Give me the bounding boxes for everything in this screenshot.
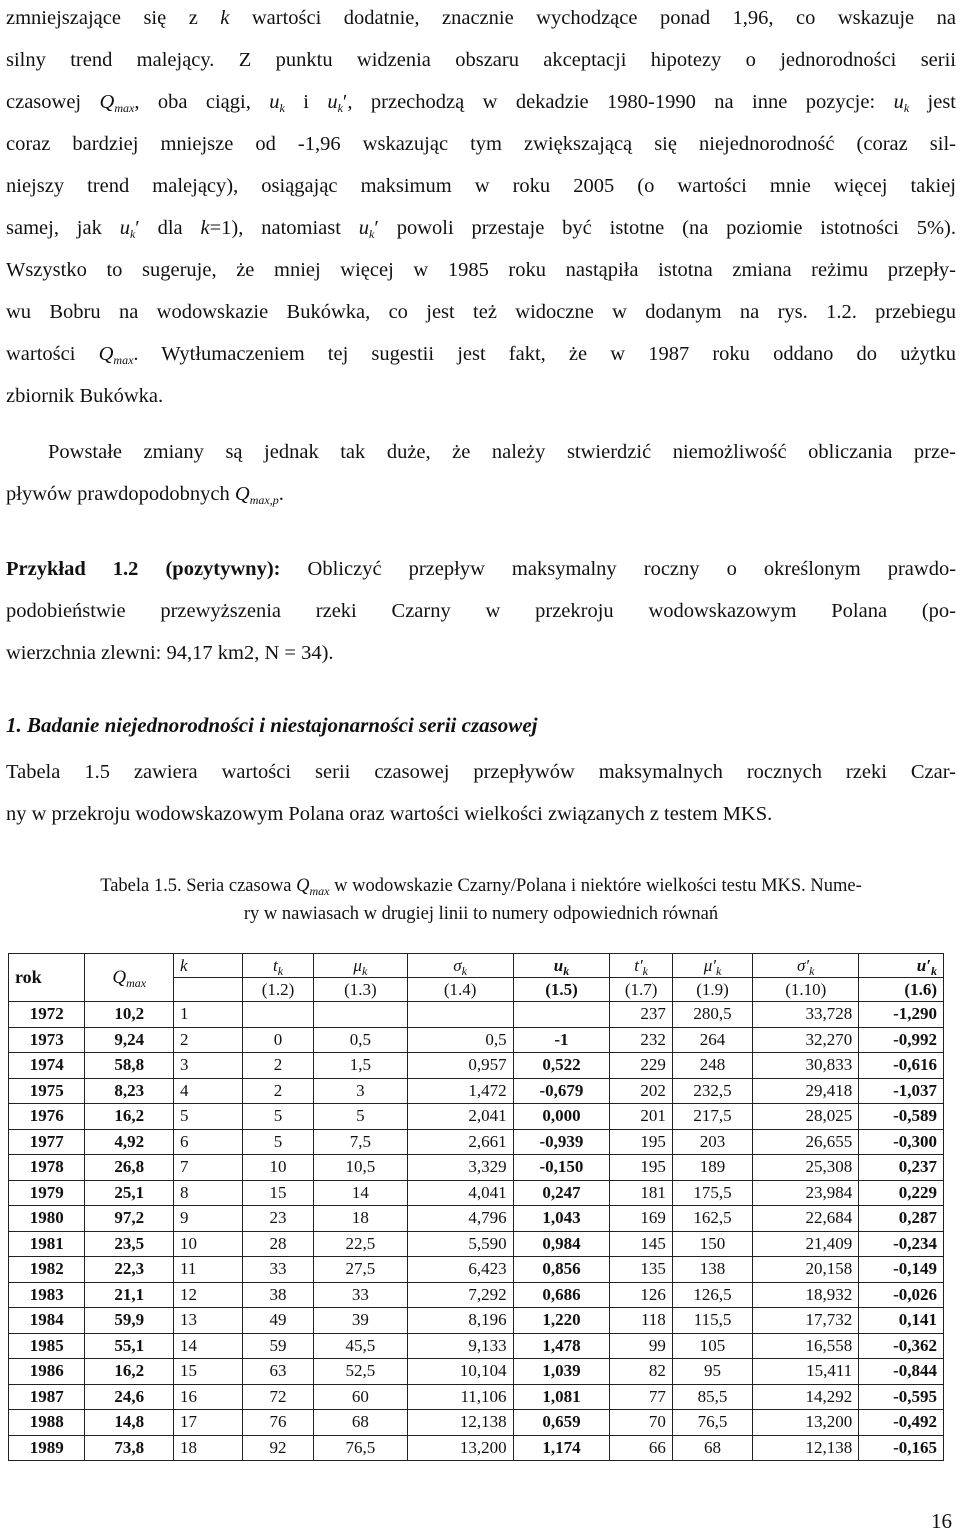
- cell-rok: 1972: [9, 1002, 85, 1028]
- cell-sigmak: 8,196: [407, 1308, 513, 1334]
- cell-sigmak-prime: 26,655: [753, 1129, 859, 1155]
- cell-muk: 52,5: [314, 1359, 408, 1385]
- table-row: [9, 1231, 944, 1257]
- cell-qmax: 24,6: [85, 1384, 174, 1410]
- cell-rok: 1987: [9, 1384, 85, 1410]
- cell-muk-prime: 232,5: [672, 1078, 752, 1104]
- cell-tk-prime: 181: [610, 1180, 672, 1206]
- section-heading: 1. Badanie niejednorodności i niestajonarności serii czasowej: [6, 713, 538, 737]
- caption-line: Tabela 1.5. Seria czasowa $Q_{max}$ w wodowskazie Czarny/Polana i niektóre wielkości testu MKS. Nume-: [100, 876, 862, 898]
- cell-tk: 15: [243, 1180, 314, 1206]
- cell-qmax: 4,92: [85, 1129, 174, 1155]
- cell-muk: 45,5: [314, 1333, 408, 1359]
- cell-k: 17: [174, 1410, 243, 1436]
- table-row: [9, 1078, 944, 1104]
- cell-tk: [243, 1002, 314, 1028]
- cell-rok: 1984: [9, 1308, 85, 1334]
- cell-sigmak: 4,796: [407, 1206, 513, 1232]
- cell-muk-prime: 189: [672, 1155, 752, 1181]
- cell-uk-prime: -0,149: [859, 1257, 944, 1283]
- paragraph-trend-analysis: [6, 0, 956, 417]
- cell-rok: 1985: [9, 1333, 85, 1359]
- cell-sigmak: 10,104: [407, 1359, 513, 1385]
- equation-number-cell: (1.9): [672, 978, 752, 1002]
- cell-rok: 1973: [9, 1027, 85, 1053]
- cell-tk: 72: [243, 1384, 314, 1410]
- cell-qmax: 97,2: [85, 1206, 174, 1232]
- cell-tk: 33: [243, 1257, 314, 1283]
- table-row: [9, 1155, 944, 1181]
- cell-tk-prime: 169: [610, 1206, 672, 1232]
- cell-qmax: 25,1: [85, 1180, 174, 1206]
- cell-muk: 39: [314, 1308, 408, 1334]
- cell-uk: -1: [513, 1027, 610, 1053]
- cell-qmax: 16,2: [85, 1359, 174, 1385]
- cell-tk-prime: 195: [610, 1155, 672, 1181]
- cell-uk-prime: 0,229: [859, 1180, 944, 1206]
- cell-tk-prime: 70: [610, 1410, 672, 1436]
- cell-uk-prime: -0,595: [859, 1384, 944, 1410]
- table-row: [9, 1308, 944, 1334]
- cell-uk: 0,522: [513, 1053, 610, 1079]
- cell-muk: 0,5: [314, 1027, 408, 1053]
- cell-k: 11: [174, 1257, 243, 1283]
- cell-k: 2: [174, 1027, 243, 1053]
- cell-muk-prime: 175,5: [672, 1180, 752, 1206]
- cell-sigmak: 7,292: [407, 1282, 513, 1308]
- cell-muk: 27,5: [314, 1257, 408, 1283]
- cell-muk-prime: 105: [672, 1333, 752, 1359]
- cell-tk-prime: 77: [610, 1384, 672, 1410]
- cell-muk-prime: 280,5: [672, 1002, 752, 1028]
- column-header-rok: rok: [9, 954, 85, 1002]
- text-line: silny trend malejący. Z punktu widzenia obszaru akceptacji hipotezy o jednorodności serii: [6, 49, 956, 71]
- text-line: ny w przekroju wodowskazowym Polana oraz wartości wielkości związanych z testem MKS.: [6, 803, 773, 825]
- cell-uk: 0,247: [513, 1180, 610, 1206]
- cell-tk-prime: 135: [610, 1257, 672, 1283]
- text-line: podobieństwie przewyższenia rzeki Czarny w przekroju wodowskazowym Polana (po-: [6, 600, 956, 622]
- cell-sigmak-prime: 23,984: [753, 1180, 859, 1206]
- cell-qmax: 10,2: [85, 1002, 174, 1028]
- cell-sigmak: 13,200: [407, 1435, 513, 1461]
- table-row: [9, 1180, 944, 1206]
- table-row: [9, 1410, 944, 1436]
- cell-qmax: 14,8: [85, 1410, 174, 1436]
- cell-k: 5: [174, 1104, 243, 1130]
- text-line: [6, 548, 956, 590]
- cell-uk: 1,043: [513, 1206, 610, 1232]
- cell-sigmak-prime: 30,833: [753, 1053, 859, 1079]
- text-line: coraz bardziej mniejsze od -1,96 wskazując tym zwiększającą się niejednorodność (coraz sil-: [6, 133, 956, 155]
- cell-muk-prime: 138: [672, 1257, 752, 1283]
- equation-number-cell: (1.5): [513, 978, 610, 1002]
- cell-uk: 0,984: [513, 1231, 610, 1257]
- cell-sigmak-prime: 13,200: [753, 1410, 859, 1436]
- cell-tk: 38: [243, 1282, 314, 1308]
- cell-sigmak: 12,138: [407, 1410, 513, 1436]
- cell-uk: 0,686: [513, 1282, 610, 1308]
- cell-tk: 49: [243, 1308, 314, 1334]
- cell-sigmak-prime: 20,158: [753, 1257, 859, 1283]
- cell-tk: 23: [243, 1206, 314, 1232]
- cell-uk-prime: -0,589: [859, 1104, 944, 1130]
- example-paragraph: [6, 548, 956, 674]
- cell-uk-prime: -0,026: [859, 1282, 944, 1308]
- cell-muk: 33: [314, 1282, 408, 1308]
- cell-tk-prime: 202: [610, 1078, 672, 1104]
- cell-uk: -0,939: [513, 1129, 610, 1155]
- cell-uk-prime: -0,492: [859, 1410, 944, 1436]
- cell-rok: 1981: [9, 1231, 85, 1257]
- cell-sigmak-prime: 32,270: [753, 1027, 859, 1053]
- caption-line: ry w nawiasach w drugiej linii to numery odpowiednich równań: [243, 904, 719, 924]
- cell-uk: 1,220: [513, 1308, 610, 1334]
- cell-k: 4: [174, 1078, 243, 1104]
- cell-muk: 10,5: [314, 1155, 408, 1181]
- cell-sigmak: 3,329: [407, 1155, 513, 1181]
- paragraph-conclusion: [6, 431, 956, 515]
- data-table: [8, 953, 944, 1461]
- cell-qmax: 23,5: [85, 1231, 174, 1257]
- cell-qmax: 55,1: [85, 1333, 174, 1359]
- cell-uk: 0,659: [513, 1410, 610, 1436]
- cell-uk-prime: -0,992: [859, 1027, 944, 1053]
- column-header-sigmak: $\sigma_k$: [407, 954, 513, 978]
- cell-uk: 0,000: [513, 1104, 610, 1130]
- column-header-uk: $u_k$: [513, 954, 610, 978]
- column-header-qmax: $Q_{max}$: [85, 954, 174, 1002]
- cell-muk: 76,5: [314, 1435, 408, 1461]
- cell-tk: 0: [243, 1027, 314, 1053]
- cell-qmax: 73,8: [85, 1435, 174, 1461]
- text-line: samej, jak $u_k'$ dla k=1), natomiast $u_k'$ powoli przestaje być istotne (na poziomie istotności 5%).: [6, 217, 956, 241]
- column-header-tk: $t_k$: [243, 954, 314, 978]
- table-header-row: [9, 954, 944, 978]
- cell-sigmak-prime: 18,932: [753, 1282, 859, 1308]
- cell-muk: 7,5: [314, 1129, 408, 1155]
- table-row: [9, 1053, 944, 1079]
- cell-k: 10: [174, 1231, 243, 1257]
- cell-qmax: 16,2: [85, 1104, 174, 1130]
- cell-rok: 1978: [9, 1155, 85, 1181]
- cell-uk: 1,081: [513, 1384, 610, 1410]
- cell-rok: 1980: [9, 1206, 85, 1232]
- column-header-muk: $\mu_k$: [314, 954, 408, 978]
- cell-muk-prime: 203: [672, 1129, 752, 1155]
- cell-sigmak: [407, 1002, 513, 1028]
- cell-muk: 3: [314, 1078, 408, 1104]
- cell-sigmak: 0,5: [407, 1027, 513, 1053]
- cell-k: 9: [174, 1206, 243, 1232]
- equation-number-cell: (1.2): [243, 978, 314, 1002]
- table-row: [9, 1282, 944, 1308]
- cell-muk: 14: [314, 1180, 408, 1206]
- column-header-tk-prime: $t'_k$: [610, 954, 672, 978]
- cell-uk-prime: -0,300: [859, 1129, 944, 1155]
- cell-sigmak-prime: 21,409: [753, 1231, 859, 1257]
- cell-tk-prime: 145: [610, 1231, 672, 1257]
- equation-number-cell: (1.10): [753, 978, 859, 1002]
- cell-sigmak: 2,041: [407, 1104, 513, 1130]
- cell-tk: 92: [243, 1435, 314, 1461]
- cell-muk: 18: [314, 1206, 408, 1232]
- cell-rok: 1988: [9, 1410, 85, 1436]
- text-line: wartości $Q_{max}$. Wytłumaczeniem tej sugestii jest fakt, że w 1987 roku oddano do użytku: [6, 343, 956, 367]
- cell-muk-prime: 217,5: [672, 1104, 752, 1130]
- cell-sigmak-prime: 16,558: [753, 1333, 859, 1359]
- table-row: [9, 1435, 944, 1461]
- cell-k: 7: [174, 1155, 243, 1181]
- cell-tk-prime: 118: [610, 1308, 672, 1334]
- cell-tk-prime: 195: [610, 1129, 672, 1155]
- cell-muk-prime: 76,5: [672, 1410, 752, 1436]
- cell-k: 18: [174, 1435, 243, 1461]
- cell-rok: 1979: [9, 1180, 85, 1206]
- cell-uk-prime: 0,287: [859, 1206, 944, 1232]
- cell-rok: 1976: [9, 1104, 85, 1130]
- cell-muk-prime: 248: [672, 1053, 752, 1079]
- cell-k: 15: [174, 1359, 243, 1385]
- cell-sigmak: 6,423: [407, 1257, 513, 1283]
- cell-k: 8: [174, 1180, 243, 1206]
- table-row: [9, 1206, 944, 1232]
- cell-sigmak-prime: 33,728: [753, 1002, 859, 1028]
- cell-uk: -0,150: [513, 1155, 610, 1181]
- cell-muk: [314, 1002, 408, 1028]
- cell-sigmak-prime: 25,308: [753, 1155, 859, 1181]
- cell-uk-prime: -0,616: [859, 1053, 944, 1079]
- example-type: (pozytywny):: [165, 558, 281, 580]
- text-line: wu Bobru na wodowskazie Bukówka, co jest też widoczne w dodanym na rys. 1.2. przebiegu: [6, 301, 956, 323]
- text-line: niejszy trend malejący), osiągając maksimum w roku 2005 (o wartości mnie więcej takiej: [6, 175, 956, 197]
- equation-number-cell: (1.3): [314, 978, 408, 1002]
- cell-sigmak-prime: 15,411: [753, 1359, 859, 1385]
- cell-k: 16: [174, 1384, 243, 1410]
- cell-rok: 1974: [9, 1053, 85, 1079]
- cell-tk: 2: [243, 1053, 314, 1079]
- column-header-sigmak-prime: $\sigma'_k$: [753, 954, 859, 978]
- cell-tk: 5: [243, 1129, 314, 1155]
- cell-muk-prime: 68: [672, 1435, 752, 1461]
- cell-tk-prime: 126: [610, 1282, 672, 1308]
- table-row: [9, 1333, 944, 1359]
- cell-k: 6: [174, 1129, 243, 1155]
- cell-sigmak-prime: 29,418: [753, 1078, 859, 1104]
- cell-tk: 76: [243, 1410, 314, 1436]
- cell-uk-prime: -0,165: [859, 1435, 944, 1461]
- cell-tk-prime: 99: [610, 1333, 672, 1359]
- table-row: [9, 1002, 944, 1028]
- text-line: wierzchnia zlewni: 94,17 km2, N = 34).: [6, 642, 334, 664]
- page-number: 16: [931, 1509, 952, 1533]
- equation-number-cell: [174, 978, 243, 1002]
- cell-sigmak: 5,590: [407, 1231, 513, 1257]
- cell-tk-prime: 66: [610, 1435, 672, 1461]
- table-caption: [6, 872, 956, 928]
- cell-uk-prime: -1,290: [859, 1002, 944, 1028]
- cell-qmax: 9,24: [85, 1027, 174, 1053]
- cell-tk-prime: 201: [610, 1104, 672, 1130]
- cell-sigmak: 4,041: [407, 1180, 513, 1206]
- equation-number-cell: (1.4): [407, 978, 513, 1002]
- cell-uk-prime: -0,234: [859, 1231, 944, 1257]
- text-line: Wszystko to sugeruje, że mniej więcej w 1985 roku nastąpiła istotna zmiana reżimu przepły-: [6, 259, 956, 281]
- cell-uk: 1,039: [513, 1359, 610, 1385]
- cell-uk: -0,679: [513, 1078, 610, 1104]
- cell-muk-prime: 126,5: [672, 1282, 752, 1308]
- cell-qmax: 21,1: [85, 1282, 174, 1308]
- table-row: [9, 1257, 944, 1283]
- text-line: zbiornik Bukówka.: [6, 385, 164, 407]
- cell-rok: 1975: [9, 1078, 85, 1104]
- table-row: [9, 1104, 944, 1130]
- cell-rok: 1986: [9, 1359, 85, 1385]
- example-label: Przykład 1.2: [6, 558, 139, 580]
- cell-uk: 0,856: [513, 1257, 610, 1283]
- cell-tk-prime: 82: [610, 1359, 672, 1385]
- text-line: Tabela 1.5 zawiera wartości serii czasowej przepływów maksymalnych rocznych rzeki Czar-: [6, 761, 956, 783]
- cell-rok: 1983: [9, 1282, 85, 1308]
- cell-muk-prime: 264: [672, 1027, 752, 1053]
- cell-uk-prime: -1,037: [859, 1078, 944, 1104]
- column-header-k: k: [174, 954, 243, 978]
- cell-rok: 1982: [9, 1257, 85, 1283]
- cell-rok: 1989: [9, 1435, 85, 1461]
- cell-sigmak: 2,661: [407, 1129, 513, 1155]
- cell-muk-prime: 95: [672, 1359, 752, 1385]
- cell-muk: 60: [314, 1384, 408, 1410]
- cell-uk: 1,478: [513, 1333, 610, 1359]
- cell-tk: 59: [243, 1333, 314, 1359]
- cell-tk-prime: 232: [610, 1027, 672, 1053]
- cell-uk-prime: -0,844: [859, 1359, 944, 1385]
- cell-qmax: 58,8: [85, 1053, 174, 1079]
- cell-tk: 5: [243, 1104, 314, 1130]
- cell-k: 12: [174, 1282, 243, 1308]
- cell-uk: [513, 1002, 610, 1028]
- table-row: [9, 1027, 944, 1053]
- cell-uk-prime: -0,362: [859, 1333, 944, 1359]
- cell-k: 14: [174, 1333, 243, 1359]
- equation-number-cell: (1.6): [859, 978, 944, 1002]
- cell-qmax: 8,23: [85, 1078, 174, 1104]
- cell-muk-prime: 150: [672, 1231, 752, 1257]
- table-row: [9, 1384, 944, 1410]
- text-line: zmniejszające się z k wartości dodatnie, znacznie wychodzące ponad 1,96, co wskazuje na: [6, 7, 956, 29]
- cell-sigmak-prime: 22,684: [753, 1206, 859, 1232]
- cell-muk: 68: [314, 1410, 408, 1436]
- cell-sigmak-prime: 28,025: [753, 1104, 859, 1130]
- cell-muk-prime: 162,5: [672, 1206, 752, 1232]
- column-header-muk-prime: $\mu'_k$: [672, 954, 752, 978]
- equation-number-cell: (1.7): [610, 978, 672, 1002]
- cell-qmax: 59,9: [85, 1308, 174, 1334]
- cell-muk: 5: [314, 1104, 408, 1130]
- cell-rok: 1977: [9, 1129, 85, 1155]
- cell-tk-prime: 237: [610, 1002, 672, 1028]
- cell-tk: 28: [243, 1231, 314, 1257]
- cell-tk: 63: [243, 1359, 314, 1385]
- paragraph-table-intro: [6, 751, 956, 835]
- cell-sigmak-prime: 17,732: [753, 1308, 859, 1334]
- cell-uk-prime: 0,237: [859, 1155, 944, 1181]
- cell-muk-prime: 115,5: [672, 1308, 752, 1334]
- cell-tk: 2: [243, 1078, 314, 1104]
- cell-qmax: 26,8: [85, 1155, 174, 1181]
- text-line: Powstałe zmiany są jednak tak duże, że należy stwierdzić niemożliwość obliczania prze-: [48, 441, 956, 463]
- cell-sigmak: 9,133: [407, 1333, 513, 1359]
- cell-muk: 1,5: [314, 1053, 408, 1079]
- cell-muk: 22,5: [314, 1231, 408, 1257]
- cell-tk-prime: 229: [610, 1053, 672, 1079]
- table-row: [9, 1359, 944, 1385]
- table-row: [9, 1129, 944, 1155]
- cell-sigmak: 11,106: [407, 1384, 513, 1410]
- cell-sigmak-prime: 12,138: [753, 1435, 859, 1461]
- cell-k: 3: [174, 1053, 243, 1079]
- cell-k: 1: [174, 1002, 243, 1028]
- cell-k: 13: [174, 1308, 243, 1334]
- cell-uk-prime: 0,141: [859, 1308, 944, 1334]
- cell-sigmak: 1,472: [407, 1078, 513, 1104]
- text-line: pływów prawdopodobnych $Q_{max,p}$.: [6, 483, 284, 507]
- cell-sigmak-prime: 14,292: [753, 1384, 859, 1410]
- text-line: czasowej $Q_{max}$, oba ciągi, $u_k$ i $u_k'$, przechodzą w dekadzie 1980-1990 na inne pozycje: $u_k$ jest: [6, 91, 957, 115]
- cell-uk: 1,174: [513, 1435, 610, 1461]
- cell-muk-prime: 85,5: [672, 1384, 752, 1410]
- cell-tk: 10: [243, 1155, 314, 1181]
- cell-sigmak: 0,957: [407, 1053, 513, 1079]
- cell-qmax: 22,3: [85, 1257, 174, 1283]
- column-header-uk-prime: $u'_k$: [859, 954, 944, 978]
- example-text: Obliczyć przepływ maksymalny roczny o określonym prawdo-: [307, 558, 957, 580]
